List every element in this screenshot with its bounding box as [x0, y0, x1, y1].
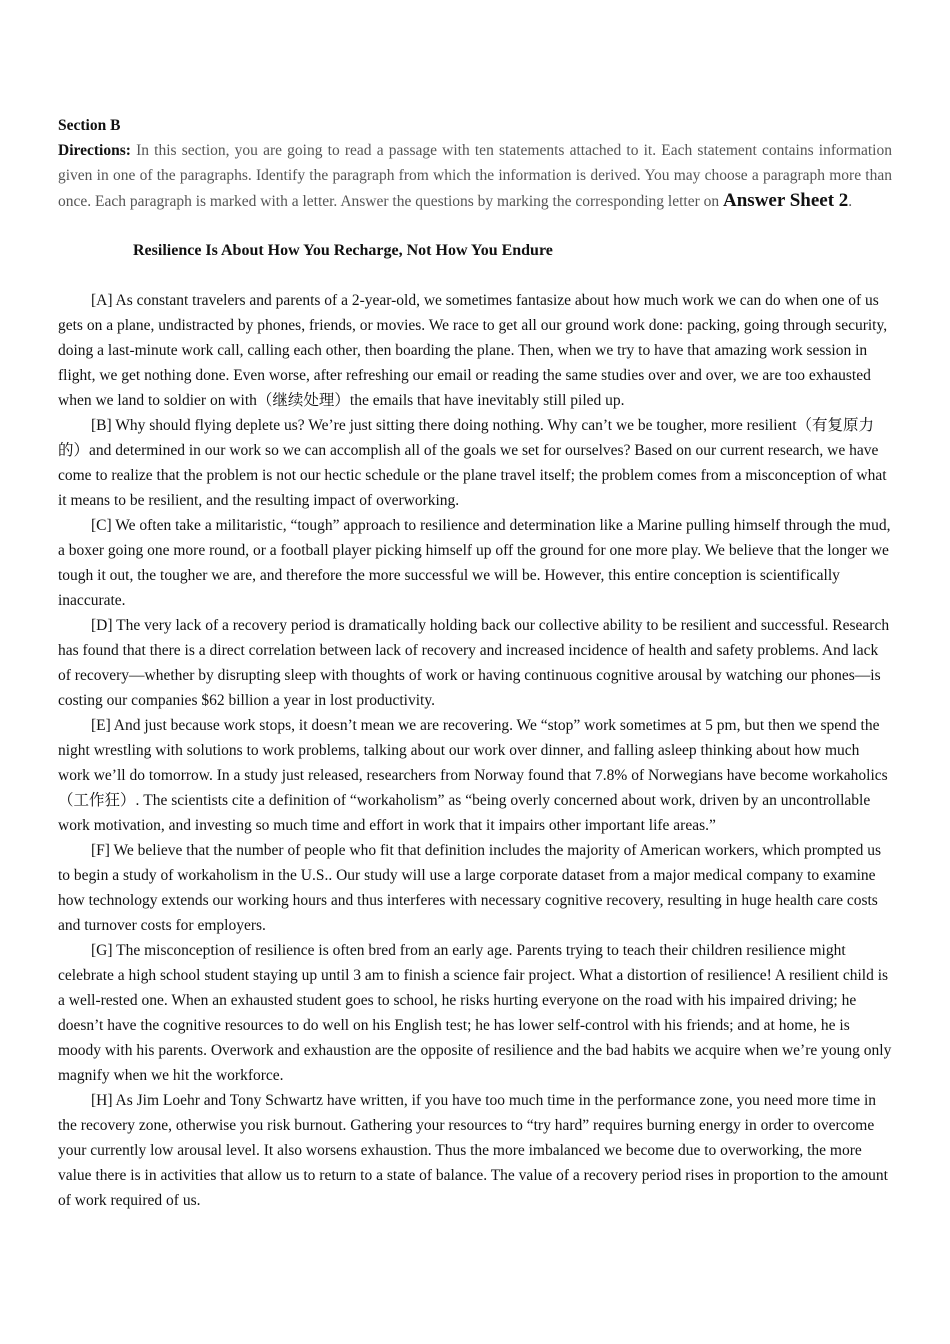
- document-page: [58, 113, 892, 1213]
- paragraph-e: [E] And just because work stops, it doesn’t mean we are recovering. We “stop” work sometimes at 5 pm, but then we spend the night wrestling with solutions to work problems, talking about our work over dinner, and falling asleep thinking about how much work we’ll do tomorrow. In a study just released, researchers from Norway found that 7.8% of Norwegians have become workaholics（工作狂）. The scientists cite a definition of “workaholism” as “being overly concerned about work, driven by an uncontrollable work motivation, and investing so much time and effort in work that it impairs other important life areas.”: [58, 717, 888, 834]
- paragraph-b: [B] Why should flying deplete us? We’re just sitting there doing nothing. Why can’t we be tougher, more resilient（有复原力的）and determined in our work so we can accomplish all of the goals we set for ourselves? Based on our current research, we have come to realize that the problem is not our hectic schedule or the plane travel itself; the problem comes from a misconception of what it means to be resilient, and the resulting impact of overworking.: [58, 417, 887, 509]
- directions: [58, 138, 892, 214]
- directions-end: .: [848, 193, 853, 210]
- section-title: Section B: [58, 117, 121, 134]
- paragraph-f: [F] We believe that the number of people who fit that definition includes the majority of American workers, which prompted us to begin a study of workaholism in the U.S.. Our study will use a large corporate dataset from a major medical company to examine how technology extends our working hours and thus interferes with necessary cognitive recovery, resulting in huge health care costs and turnover costs for employers.: [58, 842, 882, 934]
- paragraph-c: [C] We often take a militaristic, “tough” approach to resilience and determination like a Marine pulling himself through the mud, a boxer going one more round, or a football player picking himself up off the ground for one more play. We believe that the longer we tough it out, the tougher we are, and therefore the more successful we will be. However, this entire conception is scientifically inaccurate.: [58, 517, 891, 609]
- directions-text: In this section, you are going to read a passage with ten statements attached to it. Each statement contains information given in one of the paragraphs. Identify the paragraph from which the information is derived. You may choose a paragraph more than once. Each paragraph is marked with a letter. Answer the questions by marking the corresponding letter on: [58, 142, 892, 210]
- answer-sheet-label: Answer Sheet 2: [723, 190, 849, 211]
- paragraph-g: [G] The misconception of resilience is often bred from an early age. Parents trying to teach their children resilience might celebrate a high school student staying up until 3 am to finish a science fair project. What a distortion of resilience! A resilient child is a well-rested one. When an exhausted student goes to school, he risks hurting everyone on the road with his impaired driving; he doesn’t have the cognitive resources to do well on his English test; he has lower self-control with his friends; and at home, he is moody with his parents. Overwork and exhaustion are the opposite of resilience and the bad habits we acquire when we’re young only magnify when we hit the workforce.: [58, 942, 892, 1084]
- paragraph-d: [D] The very lack of a recovery period is dramatically holding back our collective ability to be resilient and successful. Research has found that there is a direct correlation between lack of recovery and increased incidence of health and safety problems. And lack of recovery—whether by disrupting sleep with thoughts of work or having continuous cognitive arousal by watching our phones—is costing our companies $62 billion a year in lost productivity.: [58, 617, 890, 709]
- passage-title: Resilience Is About How You Recharge, Not How You Endure: [133, 242, 553, 259]
- paragraph-h: [H] As Jim Loehr and Tony Schwartz have written, if you have too much time in the performance zone, you need more time in the recovery zone, otherwise you risk burnout. Gathering your resources to “try hard” requires burning energy in order to overcome your currently low arousal level. It also worsens exhaustion. Thus the more imbalanced we become due to overworking, the more value there is in activities that allow us to return to a state of balance. The value of a recovery period rises in proportion to the amount of work required of us.: [58, 1092, 888, 1209]
- directions-label: Directions:: [58, 142, 131, 159]
- paragraph-a: [A] As constant travelers and parents of a 2-year-old, we sometimes fantasize about how much work we can do when one of us gets on a plane, undistracted by phones, friends, or movies. We race to get all our ground work done: packing, going through security, doing a last-minute work call, calling each other, then boarding the plane. Then, when we try to have that amazing work session in flight, we get nothing done. Even worse, after refreshing our email or reading the same studies over and over, we are too exhausted when we land to soldier on with（继续处理）the emails that have inevitably still piled up.: [58, 292, 888, 409]
